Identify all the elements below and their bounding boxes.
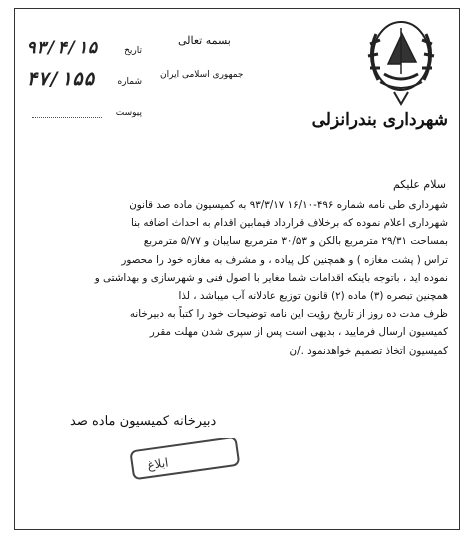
body-line: کمیسیون ارسال فرمایید ، بدیهی است پس از سپری شدن مهلت مقرر [149,326,448,339]
body-line: بمساحت ۲۹/۳۱ مترمربع بالکن و ۳۰/۵۳ مترمربع سایبان و ۵/۷۷ مترمربع [143,235,448,248]
date-label: تاریخ [124,46,142,56]
number-label: شماره [117,77,142,87]
body-line: همچنین تبصره (۳) ماده (۲) قانون توزیع عادلانه آب میباشد ، لذا [178,290,448,303]
number-value: ۴۷/۱۵۵ [26,68,95,90]
attachment-field [22,108,142,122]
org-name: شهرداری بندرانزلی [311,110,448,130]
body-line: نموده اید ، باتوجه باینکه اقدامات شما مغایر با اصول فنی و شهرسازی و بهداشتی و [94,271,448,284]
signature: دبیرخانه کمیسیون ماده صد [70,414,217,429]
body-line: کمیسیون اتخاذ تصمیم خواهدنمود ./ن [289,344,448,357]
body-line: شهرداری طی نامه شماره ۴۹۶-۱۶/۱۰ ۹۳/۳/۱۷ به کمیسیون ماده صد قانون [129,199,448,211]
body-line: شهرداری اعلام نموده که برخلاف قرارداد فیمابین اقدام به احداث اضافه بنا [130,217,448,230]
stamp-text: ابلاغ [146,455,170,473]
municipality-emblem-icon [356,14,446,114]
basmala: بسمه تعالی [178,34,231,47]
notification-stamp [126,438,244,480]
body-line: تراس ( پشت مغازه ) و همچنین کل پیاده ، و مشرف به مغازه خود را محصور [121,253,448,266]
republic-title: جمهوری اسلامی ایران [160,70,244,80]
attachment-label: پیوست [115,108,142,118]
date-value: ۹۳/۴/۱۵ [26,38,98,58]
greeting: سلام علیکم [392,178,446,191]
body-line: ظرف مدت ده روز از تاریخ رؤیت این نامه توضیحات خود را کتباً به دبیرخانه [129,308,448,321]
letter-body [36,196,448,360]
